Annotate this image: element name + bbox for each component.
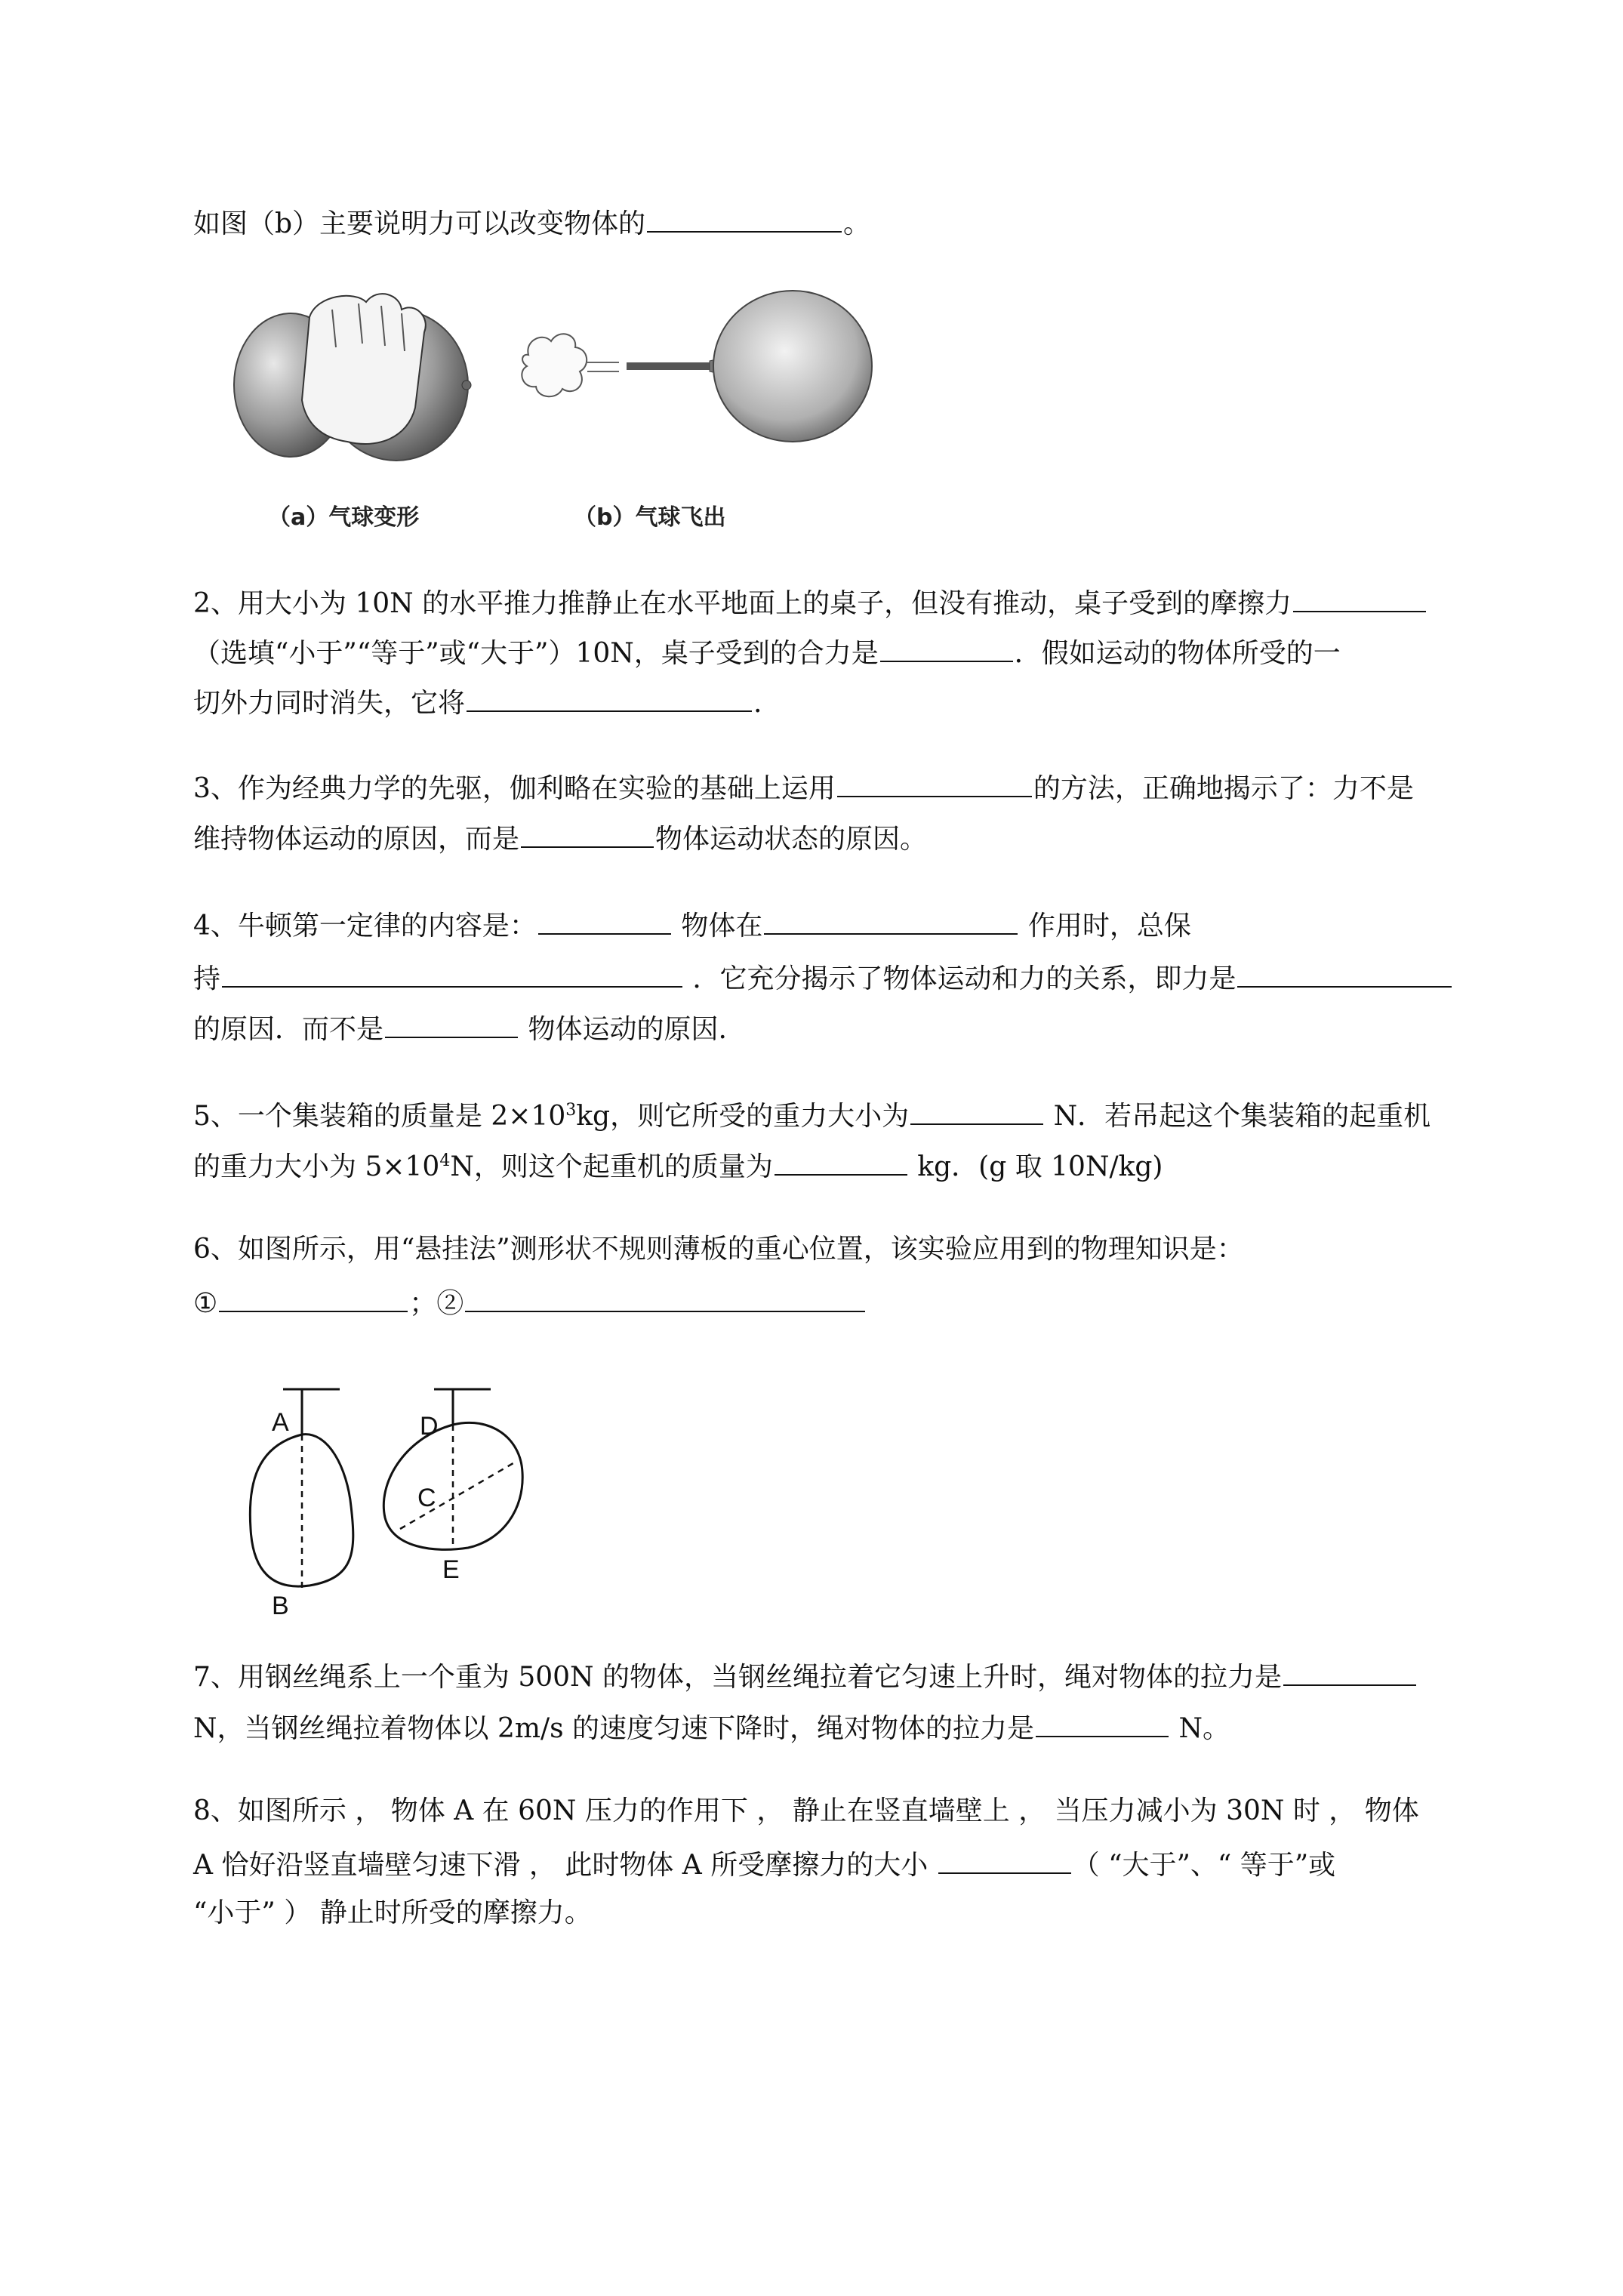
flying-balloon xyxy=(522,291,872,442)
q5-blank-2[interactable] xyxy=(775,1147,907,1176)
squeezed-balloon xyxy=(234,294,471,461)
q7-blank-2[interactable] xyxy=(1036,1709,1169,1737)
q4-line-3 xyxy=(193,1009,727,1046)
q5-blank-1[interactable] xyxy=(910,1096,1043,1125)
q4-blank-5[interactable] xyxy=(385,1009,518,1038)
label-d: D xyxy=(420,1412,439,1441)
q3-blank-1[interactable] xyxy=(837,769,1032,797)
q7-text-1a: 7、用钢丝绳系上一个重为 500N 的物体，当钢丝绳拉着它匀速上升时，绳对物体的拉力是 xyxy=(193,1662,1283,1693)
q5-line-1 xyxy=(193,1096,1431,1133)
q4-line-1 xyxy=(193,906,1191,943)
q5-line-2 xyxy=(193,1147,1163,1184)
q7-line-2 xyxy=(193,1709,1230,1746)
q3-blank-2[interactable] xyxy=(521,819,654,848)
q5-text-2a: 的重力大小为 5×10 xyxy=(193,1151,440,1182)
q2-text-1: 2、用大小为 10N 的水平推力推静止在水平地面上的桌子，但没有推动，桌子受到的摩擦力 xyxy=(193,588,1292,619)
q4-text-2b: ．它充分揭示了物体运动和力的关系，即力是 xyxy=(692,963,1236,994)
q5-text-1c: N．若吊起这个集装箱的起重机 xyxy=(1053,1101,1431,1132)
q3-text-2a: 维持物体运动的原因，而是 xyxy=(193,824,520,855)
q4-blank-3[interactable] xyxy=(222,959,682,988)
q2-line-3 xyxy=(193,683,762,720)
q4-line-2 xyxy=(193,959,1453,996)
label-c: C xyxy=(417,1484,436,1512)
q8-line-3 xyxy=(193,1897,592,1930)
q8-text-3: “小于” ） 静止时所受的摩擦力。 xyxy=(193,1897,592,1928)
q2-text-3a: 切外力同时消失，它将 xyxy=(193,688,466,719)
q8-line-1 xyxy=(193,1795,1419,1828)
q3-line-2 xyxy=(193,819,927,856)
q2-text-3b: . xyxy=(753,688,762,719)
q3-line-1 xyxy=(193,769,1414,806)
q2-line-2 xyxy=(193,633,1341,670)
label-b: B xyxy=(272,1592,289,1620)
q5-text-1b: kg，则它所受的重力大小为 xyxy=(576,1101,910,1132)
q2-blank-3[interactable] xyxy=(467,683,752,712)
q8-text-2b: （ “大于”、“ 等于”或 xyxy=(1072,1850,1336,1881)
q7-blank-1[interactable] xyxy=(1283,1657,1416,1686)
q7-text-2b: N。 xyxy=(1178,1713,1230,1744)
q6-blank-2[interactable] xyxy=(465,1284,865,1312)
q1-answer-blank[interactable] xyxy=(647,204,842,233)
q4-blank-4[interactable] xyxy=(1237,959,1452,988)
q3-text-1b: 的方法，正确地揭示了：力不是 xyxy=(1033,773,1414,804)
q2-blank-1[interactable] xyxy=(1293,584,1426,612)
q4-blank-2[interactable] xyxy=(764,906,1018,935)
q8-text-2a: A 恰好沿竖直墙壁匀速下滑 ， 此时物体 A 所受摩擦力的大小 xyxy=(193,1850,929,1881)
q6-text-1: 6、如图所示，用“悬挂法”测形状不规则薄板的重心位置，该实验应用到的物理知识是： xyxy=(193,1234,1244,1265)
q5-exponent-1: 3 xyxy=(565,1101,577,1120)
q3-text-1a: 3、作为经典力学的先驱，伽利略在实验的基础上运用 xyxy=(193,773,836,804)
caption-a: （a）气球变形 xyxy=(268,504,420,531)
q6-line-1 xyxy=(193,1233,1244,1266)
q5-exponent-2: 4 xyxy=(439,1151,451,1170)
caption-b: （b）气球飞出 xyxy=(574,504,726,531)
q7-text-2a: N，当钢丝绳拉着物体以 2m/s 的速度匀速下降时，绳对物体的拉力是 xyxy=(193,1713,1035,1744)
q4-text-2a: 持 xyxy=(193,963,221,994)
q6-text-2a: ① xyxy=(193,1288,218,1319)
balloon-figure xyxy=(226,287,876,468)
q5-text-2c: kg．(g 取 10N/kg) xyxy=(917,1151,1163,1182)
q4-blank-1[interactable] xyxy=(538,906,671,935)
q8-text-1: 8、如图所示 ， 物体 A 在 60N 压力的作用下 ， 静止在竖直墙壁上 ， 当压力减小为 30N 时 ， 物体 xyxy=(193,1795,1419,1826)
q2-blank-2[interactable] xyxy=(880,633,1013,662)
q1-text: 如图（b）主要说明力可以改变物体的 xyxy=(193,208,646,239)
q1-end: 。 xyxy=(843,208,871,239)
label-a: A xyxy=(272,1408,289,1437)
q4-text-3b: 物体运动的原因. xyxy=(528,1014,727,1045)
q8-blank-1[interactable] xyxy=(938,1845,1071,1874)
q5-text-1a: 5、一个集装箱的质量是 2×10 xyxy=(193,1101,566,1132)
q2-text-2b: ．假如运动的物体所受的一 xyxy=(1014,638,1341,669)
suspension-figure xyxy=(242,1378,559,1623)
q6-line-2 xyxy=(193,1284,867,1321)
q3-text-2b: 物体运动状态的原因。 xyxy=(655,824,928,855)
q4-text-1c: 作用时，总保 xyxy=(1027,911,1191,942)
q4-text-1a: 4、牛顿第一定律的内容是： xyxy=(193,911,537,942)
q6-blank-1[interactable] xyxy=(219,1284,408,1312)
label-e: E xyxy=(442,1555,460,1584)
q5-text-2b: N，则这个起重机的质量为 xyxy=(450,1151,773,1182)
q1-line xyxy=(193,204,870,241)
q8-line-2 xyxy=(193,1845,1335,1882)
q2-line-1 xyxy=(193,584,1427,621)
q2-text-2a: （选填“小于”“等于”或“大于”）10N，桌子受到的合力是 xyxy=(193,638,879,669)
q4-text-3a: 的原因．而不是 xyxy=(193,1014,384,1045)
q7-line-1 xyxy=(193,1657,1418,1694)
q6-text-2b: ；② xyxy=(409,1288,464,1319)
q4-text-1b: 物体在 xyxy=(681,911,763,942)
